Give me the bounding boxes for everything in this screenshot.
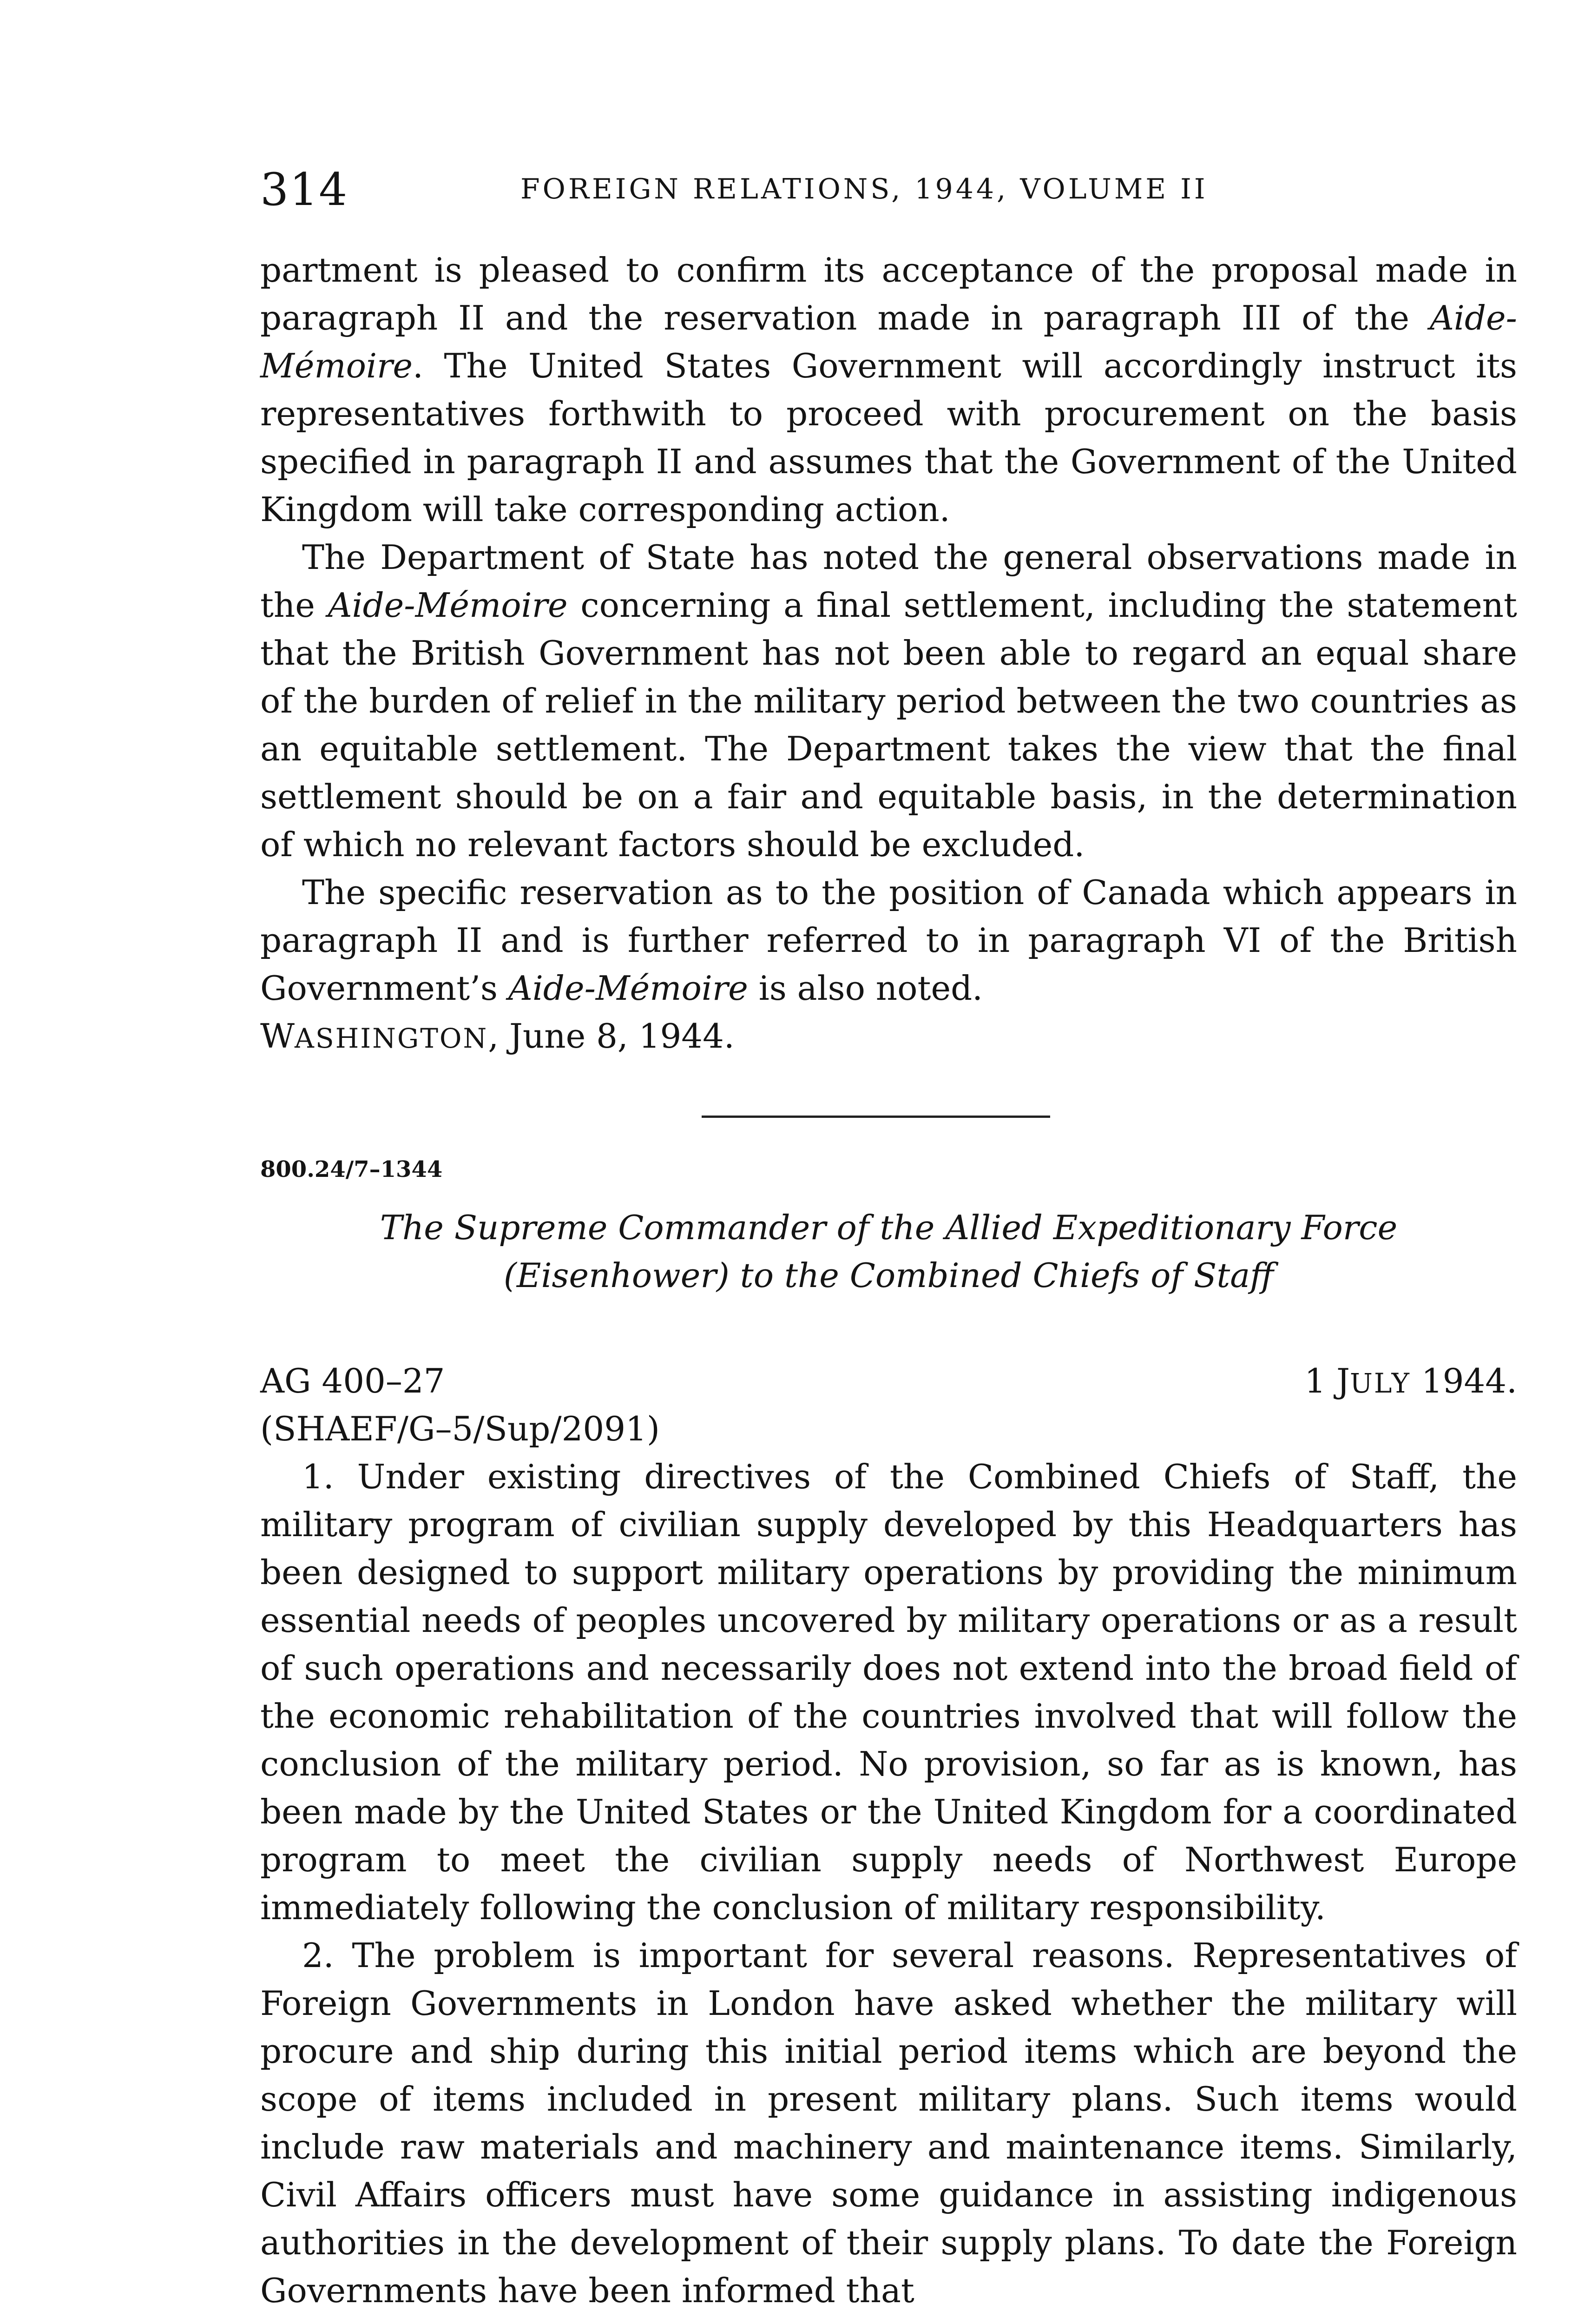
aide-memoire-italic: Aide-Mémoire [260, 298, 1517, 385]
section-one [260, 246, 1517, 1063]
document-date: 1 JULY 1944. [1304, 1361, 1517, 1400]
file-number: 800.24/7–1344 [260, 1156, 443, 1182]
paragraph-final-settlement: The Department of State has noted the general observations made in the Aide-Mémoire concerning a final settlement, including the statement that the British Government has not been able to regard an equal share of the burden of relief in the military period between the two countries as an equitable settlement. The Department takes the view that the final settlement should be on a fair and equitable basis, in the determination of which no relevant factors should be excluded. [260, 538, 1517, 864]
paragraph-canada: The specific reservation as to the position of Canada which appears in paragraph II and is further referred to in paragraph VI of the British Government’s Aide-Mémoire is also noted. [260, 873, 1517, 1008]
numbered-paragraph-1: 1. Under existing directives of the Combined Chiefs of Staff, the military program of civilian supply developed by this Headquarters has been designed to support military operations by providing the minimum essential needs of peoples uncovered by military operations or as a result of such operations and necessarily does not extend into the broad field of the economic rehabilitation of the countries involved that will follow the conclusion of the military period. No provision, so far as is known, has been made by the United States or the United Kingdom for a coordinated program to meet the civilian supply needs of Northwest Europe immediately following the conclusion of military responsibility. [260, 1457, 1517, 1927]
section-divider [702, 1116, 1050, 1118]
numbered-paragraph-2: 2. The problem is important for several reasons. Representatives of Foreign Governments in London have asked whether the military will procure and ship during this initial period items which are beyond the scope of items included in present military plans. Such items would include raw materials and machinery and maintenance items. Similarly, Civil Affairs officers must have some guidance in assisting indigenous authorities in the development of their supply plans. To date the Foreign Governments have been informed that [260, 1936, 1517, 2310]
paragraph-continued: partment is pleased to confirm its acceptance of the proposal made in paragraph II and the reservation made in paragraph III of the Aide-Mémoire. The United States Government will accordingly instruct its representatives forthwith to proceed with procurement on the basis specified in paragraph II and assumes that the Government of the United Kingdom will take corresponding action. [260, 251, 1517, 529]
document-title [260, 1204, 1517, 1300]
place-date: WASHINGTON, June 8, 1944. [260, 1017, 735, 1056]
reference-number: AG 400–27 [260, 1361, 445, 1400]
aide-memoire-italic: Aide-Mémoire [508, 969, 748, 1008]
title-line-1: The Supreme Commander of the Allied Expeditionary Force [380, 1208, 1398, 1247]
running-head: FOREIGN RELATIONS, 1944, VOLUME II [520, 173, 1208, 205]
page-number: 314 [260, 164, 348, 216]
section-two-body [260, 1453, 1517, 2315]
reference-row [260, 1357, 1517, 1405]
page-header [260, 162, 1517, 218]
title-line-2: (Eisenhower) to the Combined Chiefs of Staff [503, 1256, 1274, 1295]
sub-reference: (SHAEF/G–5/Sup/2091) [260, 1409, 660, 1448]
aide-memoire-italic: Aide-Mémoire [328, 586, 568, 625]
